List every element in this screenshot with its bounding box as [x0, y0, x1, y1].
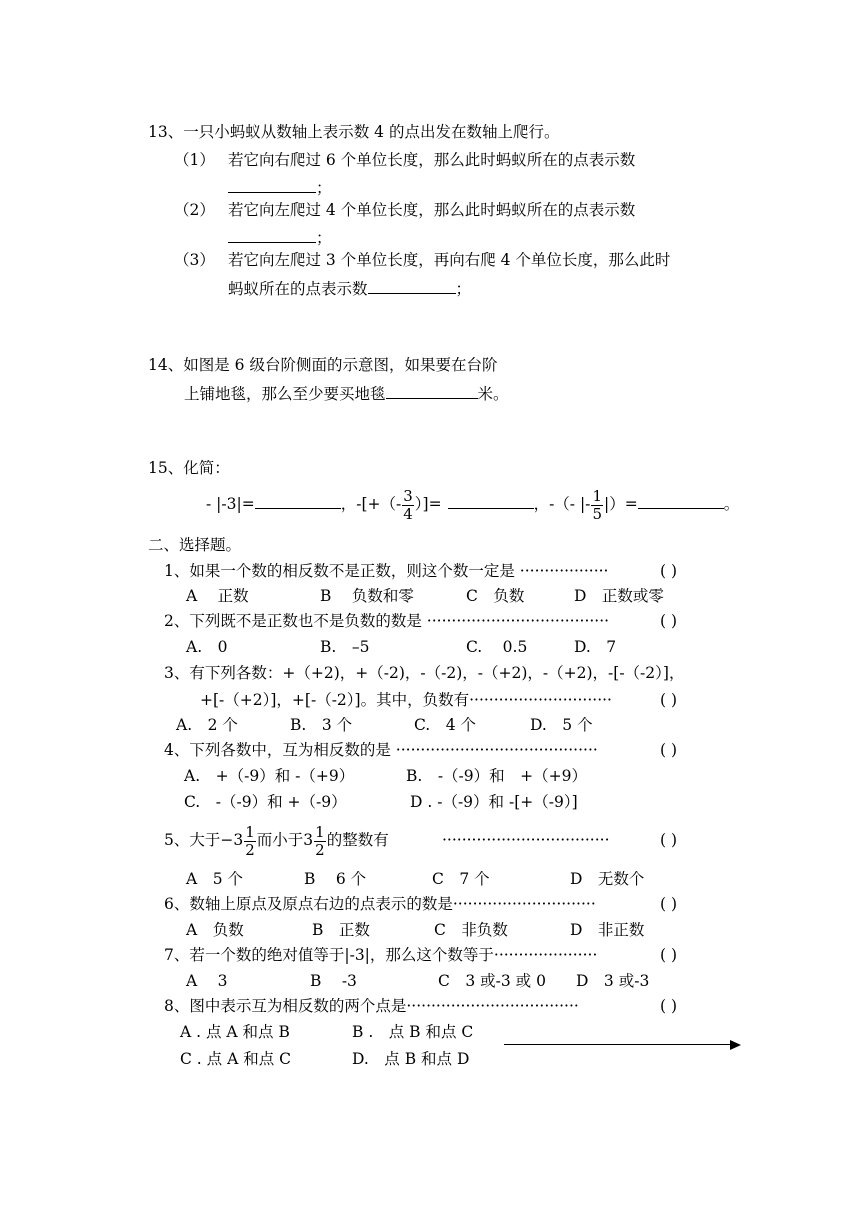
- semicolon: ；: [316, 179, 332, 197]
- semicolon: ；: [316, 229, 332, 247]
- mc6-option-b: B 正数: [312, 921, 370, 939]
- mc8-stem: 8、图中表示互为相反数的两个点是···································: [164, 997, 579, 1015]
- denominator: 4: [403, 504, 413, 523]
- mc8-option-d: D. 点 B 和点 D: [352, 1050, 470, 1068]
- q13-part3-text: 若它向左爬过 3 个单位长度，再向右爬 4 个单位长度，那么此时: [228, 251, 671, 269]
- q13-part1-answer: [228, 176, 332, 198]
- mc3-option-d: D. 5 个: [530, 716, 593, 734]
- mc3-line2: +[-（+2）]，+[-（-2）]。其中，负数有·····························: [200, 691, 612, 709]
- mc4-answer-paren[interactable]: ( ): [660, 741, 678, 759]
- q13-part3-number: （3）: [174, 251, 215, 269]
- mc1-option-a: A 正数: [186, 587, 249, 605]
- mc6-option-c: C 非负数: [434, 921, 508, 939]
- mc3-answer-paren[interactable]: ( ): [660, 691, 678, 709]
- q13-part2-text: 若它向左爬过 4 个单位长度，那么此时蚂蚁所在的点表示数: [228, 201, 636, 219]
- q13-part1-text: 若它向右爬过 6 个单位长度，那么此时蚂蚁所在的点表示数: [228, 151, 636, 169]
- numerator: 1: [245, 822, 255, 841]
- q15-stem: 15、化简：: [148, 459, 230, 477]
- expr3-suffix: |）=: [603, 495, 638, 513]
- q14-text: 上铺地毯，那么至少要买地毯: [184, 385, 386, 403]
- mc6-stem: 6、数轴上原点及原点右边的点表示的数是·····························: [164, 895, 596, 913]
- section2-title: 二、选择题。: [148, 536, 242, 554]
- answer-blank[interactable]: [368, 277, 456, 294]
- mc6-option-d: D 非正数: [570, 921, 645, 939]
- q14-unit: 米。: [477, 385, 509, 403]
- mc2-option-a: A. 0: [186, 638, 228, 656]
- mc2-stem: 2、下列既不是正数也不是负数的数是 ·····································: [164, 612, 610, 630]
- q13-part2-answer: [228, 226, 332, 248]
- mc5-option-a: A 5 个: [186, 870, 243, 888]
- mc2-answer-paren[interactable]: ( ): [660, 612, 678, 630]
- expr3-prefix: ，-（- |-: [533, 495, 591, 513]
- expr2-prefix: ，-[+（-: [340, 495, 402, 513]
- mc7-option-a: A 3: [186, 972, 228, 990]
- mc2-option-b: B. –5: [320, 638, 370, 656]
- mc4-stem: 4、下列各数中，互为相反数的是 ·········································: [164, 741, 598, 759]
- q13-part3-continuation: 蚂蚁所在的点表示数: [228, 280, 368, 298]
- answer-blank[interactable]: [386, 382, 478, 399]
- answer-blank[interactable]: [228, 226, 316, 243]
- mc7-answer-paren[interactable]: ( ): [660, 946, 678, 964]
- mc1-answer-paren[interactable]: ( ): [660, 562, 678, 580]
- denominator: 2: [245, 840, 255, 859]
- mixed-number-whole: −3: [220, 831, 244, 849]
- fraction-one-half: [314, 824, 326, 859]
- q14-line2: [184, 382, 509, 404]
- number-line-axis: [504, 1044, 732, 1045]
- mc7-option-b: B -3: [310, 972, 357, 990]
- mc6-answer-paren[interactable]: ( ): [660, 895, 678, 913]
- q13-part2-number: （2）: [174, 201, 215, 219]
- mc5-option-d: D 无数个: [570, 870, 645, 888]
- mc5-answer-paren[interactable]: ( ): [660, 831, 678, 849]
- q13-part3-answer: [228, 277, 471, 299]
- number-line-arrowhead-icon: [730, 1040, 741, 1050]
- mc8-option-a: A . 点 A 和点 B: [180, 1023, 290, 1041]
- mc7-option-c: C 3 或-3 或 0: [438, 972, 546, 990]
- q13-stem: 13、一只小蚂蚁从数轴上表示数 4 的点出发在数轴上爬行。: [148, 123, 560, 141]
- period: 。: [723, 495, 740, 513]
- semicolon: ；: [455, 280, 472, 298]
- denominator: 2: [315, 840, 325, 859]
- answer-blank[interactable]: [255, 492, 341, 509]
- mc5-prefix: 5、大于: [164, 831, 221, 849]
- answer-blank[interactable]: [638, 492, 724, 509]
- q15-expressions: [206, 486, 739, 526]
- mc5-dots: ··································: [442, 831, 610, 849]
- mc8-answer-paren[interactable]: ( ): [660, 997, 678, 1015]
- mc4-option-b: B. -（-9）和 +（+9）: [406, 767, 587, 785]
- mc1-option-b: B 负数和零: [320, 587, 414, 605]
- numerator: 1: [315, 822, 325, 841]
- mc5-middle: 而小于: [256, 831, 304, 849]
- mc7-stem: 7、若一个数的绝对值等于|-3|，那么这个数等于·····················: [164, 946, 598, 964]
- mc3-option-c: C. 4 个: [414, 716, 477, 734]
- mc4-option-a: A. +（-9）和 -（+9）: [184, 767, 355, 785]
- mc2-option-d: D. 7: [574, 638, 617, 656]
- denominator: 5: [592, 504, 602, 523]
- mc1-option-d: D 正数或零: [574, 587, 664, 605]
- numerator: 3: [403, 486, 413, 505]
- q13-part1-number: （1）: [174, 151, 215, 169]
- fraction-three-quarters: [402, 488, 414, 523]
- mc5-suffix: 的整数有: [326, 831, 389, 849]
- mc5-stem: [164, 822, 389, 862]
- expr2-suffix: ）]=: [414, 495, 442, 513]
- expr1-label: - |-3|=: [206, 495, 255, 513]
- mc3-line1: 3、有下列各数：+（+2)，+（-2)，-（-2)，-（+2)，-（+2)，-[-（-2）]，: [164, 664, 685, 682]
- mc1-option-c: C 负数: [466, 587, 525, 605]
- mc4-option-c: C. -（-9）和 +（-9）: [184, 793, 347, 811]
- mc8-option-b: B . 点 B 和点 C: [352, 1023, 474, 1041]
- answer-blank[interactable]: [448, 492, 534, 509]
- mc1-stem: 1、如果一个数的相反数不是正数，则这个数一定是 ··················: [164, 562, 609, 580]
- q14-line1: 14、如图是 6 级台阶侧面的示意图，如果要在台阶: [148, 356, 498, 374]
- mc5-option-c: C 7 个: [432, 870, 490, 888]
- mc6-option-a: A 负数: [186, 921, 244, 939]
- answer-blank[interactable]: [228, 176, 316, 193]
- mixed-number-whole: 3: [303, 831, 314, 849]
- mc4-option-d: D . -（-9）和 -[+（-9）]: [410, 793, 578, 811]
- mc3-option-b: B. 3 个: [290, 716, 353, 734]
- mc5-option-b: B 6 个: [304, 870, 367, 888]
- mc2-option-c: C. 0.5: [466, 638, 528, 656]
- numerator: 1: [592, 486, 602, 505]
- fraction-one-half: [244, 824, 256, 859]
- mc3-option-a: A. 2 个: [176, 716, 238, 734]
- fraction-one-fifth: [591, 488, 603, 523]
- mc8-option-c: C . 点 A 和点 C: [180, 1050, 291, 1068]
- mc7-option-d: D 3 或-3: [576, 972, 650, 990]
